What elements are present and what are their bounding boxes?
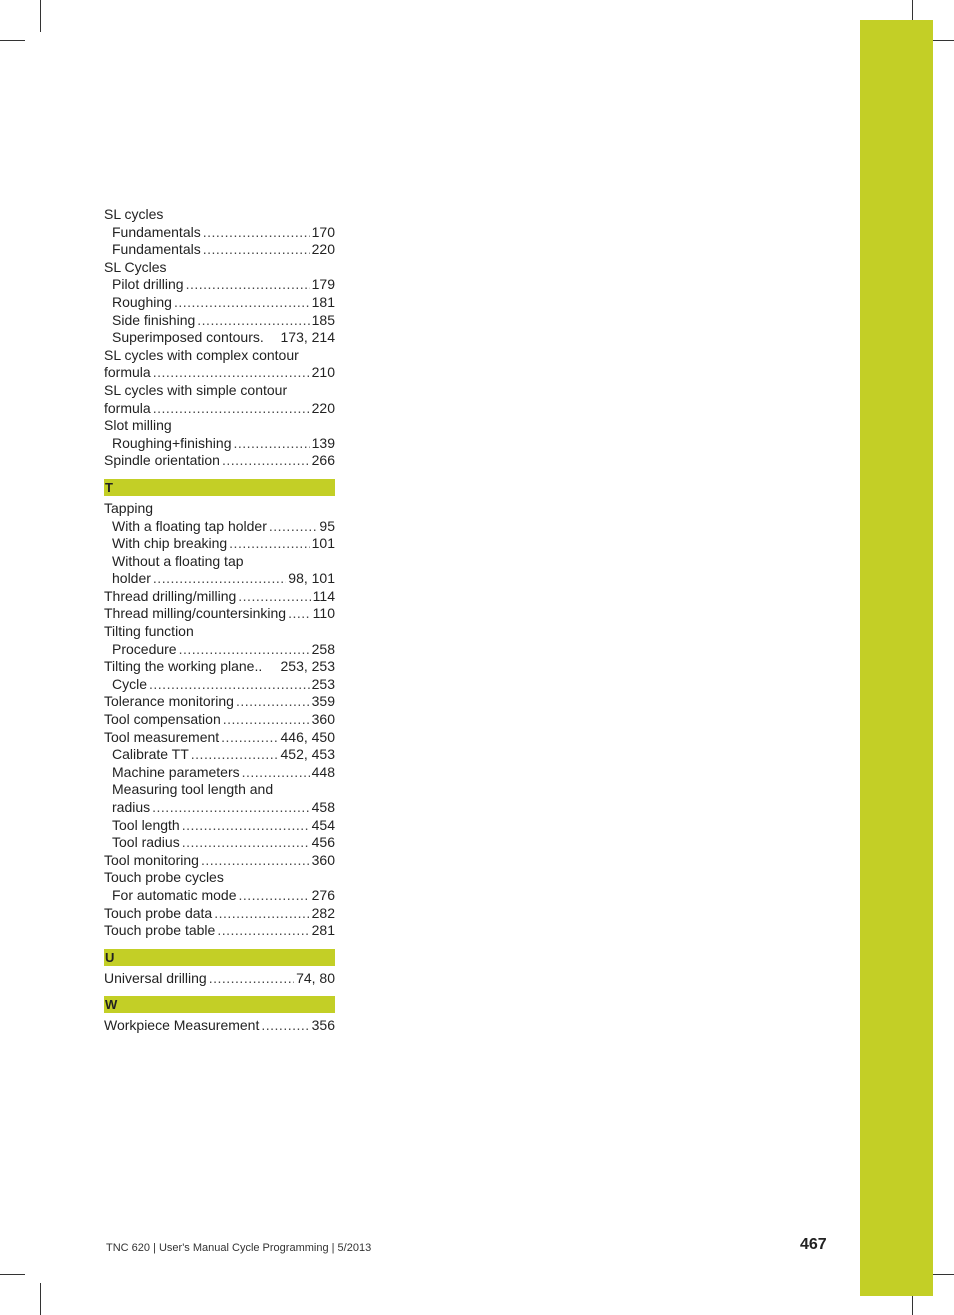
index-entry	[104, 364, 335, 382]
index-entry-page: 359	[311, 693, 335, 710]
index-entry-heading: Touch probe cycles	[104, 869, 224, 886]
index-entry	[104, 241, 335, 259]
dot-leader	[209, 970, 294, 988]
index-entry-label: Tool measurement	[104, 728, 220, 745]
index-entry-heading: Without a floating tap	[112, 552, 244, 569]
index-entry-page: 448	[311, 763, 335, 780]
crop-mark-bottom-right-vertical	[912, 1296, 913, 1315]
index-entry-label: Machine parameters	[112, 763, 240, 780]
index-entry-page: 170	[311, 223, 335, 240]
index-entry	[104, 452, 335, 470]
index-entry-page: 276	[311, 886, 335, 903]
dot-leader	[214, 905, 309, 923]
index-entry-page: 179	[311, 276, 335, 293]
index-entry-page: 356	[311, 1017, 335, 1034]
index-entry-label: Tilting the working plane..	[104, 658, 263, 675]
index-entry-label: With chip breaking	[112, 535, 228, 552]
index-entry	[104, 276, 335, 294]
index-entry-page: 266	[311, 452, 335, 469]
index-entry-heading: Tapping	[104, 499, 154, 516]
index-entry-label: Calibrate TT	[112, 746, 189, 763]
index-entry	[104, 746, 335, 764]
index-entry-label: Touch probe data	[104, 904, 213, 921]
index-entry-label: Roughing+finishing	[112, 434, 232, 451]
index-entry	[104, 588, 335, 606]
dot-leader	[269, 518, 318, 536]
dot-leader	[191, 746, 279, 764]
index-entry-page: 101	[311, 535, 335, 552]
index-entry	[104, 224, 335, 242]
index-entry-page: 74, 80	[296, 969, 335, 986]
dot-leader	[203, 241, 310, 259]
index-entry	[104, 641, 335, 659]
index-entry	[104, 922, 335, 940]
dot-leader	[288, 605, 311, 623]
index-entry	[104, 312, 335, 330]
index-entry-page: 253, 253	[280, 658, 335, 675]
dot-leader	[217, 922, 309, 940]
index-entry	[104, 799, 335, 817]
index-group-w	[104, 1017, 335, 1035]
dot-leader	[239, 887, 310, 905]
index-column	[104, 206, 335, 1035]
crop-mark-top-left-vertical	[40, 0, 41, 32]
index-entry-page: 220	[311, 241, 335, 258]
index-entry-page: 360	[311, 711, 335, 728]
index-entry-label: Tool monitoring	[104, 851, 199, 868]
index-entry-page: 173, 214	[280, 329, 335, 346]
index-entry-page: 98, 101	[288, 570, 335, 587]
index-entry-label: Universal drilling	[104, 969, 207, 986]
index-entry-page: 258	[311, 640, 335, 657]
dot-leader	[236, 693, 310, 711]
index-entry	[104, 605, 335, 623]
index-entry-heading: SL cycles with simple contour	[104, 381, 288, 398]
footer-text: TNC 620 | User's Manual Cycle Programming | 5/2013	[106, 1242, 372, 1254]
index-entry	[104, 435, 335, 453]
dot-leader	[233, 435, 309, 453]
index-entry	[104, 693, 335, 711]
index-group-u	[104, 970, 335, 988]
index-entry-label: Tool radius	[112, 834, 180, 851]
crop-mark-top-right-horizontal	[933, 40, 954, 41]
index-group-t	[104, 500, 335, 940]
index-entry-page: 95	[319, 517, 335, 534]
index-entry	[104, 676, 335, 694]
index-entry	[104, 400, 335, 418]
dot-leader	[153, 364, 310, 382]
index-entry-page: 185	[311, 311, 335, 328]
index-entry	[104, 970, 335, 988]
index-entry-page: 282	[311, 904, 335, 921]
index-entry	[104, 729, 335, 747]
dot-leader	[203, 224, 310, 242]
index-entry	[104, 535, 335, 553]
dot-leader	[186, 276, 310, 294]
dot-leader	[221, 729, 278, 747]
crop-mark-bottom-left-horizontal	[0, 1274, 25, 1275]
index-entry	[104, 1017, 335, 1035]
section-letter-w: W	[104, 996, 335, 1013]
index-entry	[104, 905, 335, 923]
index-entry	[104, 658, 335, 676]
index-entry-label: Workpiece Measurement	[104, 1017, 260, 1034]
index-entry-page: 114	[312, 587, 335, 604]
index-entry-page: 139	[311, 434, 335, 451]
crop-mark-bottom-right-horizontal	[933, 1274, 954, 1275]
index-entry-heading: Measuring tool length and	[112, 781, 274, 798]
dot-leader	[182, 817, 310, 835]
dot-leader	[179, 641, 310, 659]
index-entry-label: formula	[104, 364, 151, 381]
index-entry-heading: SL cycles	[104, 206, 164, 222]
index-entry-page: 452, 453	[280, 746, 335, 763]
dot-leader	[223, 711, 310, 729]
side-color-band	[860, 20, 933, 1296]
dot-leader	[174, 294, 310, 312]
index-entry	[104, 518, 335, 536]
index-entry	[104, 764, 335, 782]
index-entry-label: radius	[112, 799, 151, 815]
index-entry-page: 360	[311, 851, 335, 868]
index-entry-label: Pilot drilling	[112, 276, 184, 293]
index-entry-label: formula	[104, 399, 151, 416]
index-entry	[104, 817, 335, 835]
index-entry-page: 110	[312, 605, 335, 622]
index-entry	[104, 711, 335, 729]
section-letter-t: T	[104, 479, 335, 496]
index-entry	[104, 887, 335, 905]
index-entry-label: Superimposed contours.	[112, 329, 264, 346]
index-entry-label: With a floating tap holder	[112, 517, 267, 534]
index-entry-label: Spindle orientation	[104, 452, 220, 469]
index-entry-page: 458	[311, 799, 335, 815]
page-number: 467	[800, 1236, 827, 1253]
dot-leader	[153, 400, 310, 418]
crop-mark-bottom-left-vertical	[40, 1283, 41, 1315]
index-entry-page: 210	[311, 364, 335, 381]
dot-leader	[152, 799, 310, 817]
index-entry-label: For automatic mode	[112, 886, 237, 903]
index-entry-label: Tool length	[112, 816, 180, 833]
crop-mark-top-right-vertical	[912, 0, 913, 20]
dot-leader	[153, 570, 286, 588]
index-entry-label: Tolerance monitoring	[104, 693, 234, 710]
index-entry-label: Tool compensation	[104, 711, 221, 728]
dot-leader	[238, 588, 310, 606]
index-entry	[104, 570, 335, 588]
index-entry-label: holder	[112, 570, 151, 587]
index-entry-label: Cycle	[112, 675, 148, 692]
index-entry-heading: Slot milling	[104, 417, 172, 434]
index-entry-label: Procedure	[112, 640, 177, 657]
dot-leader	[242, 764, 310, 782]
index-entry-heading: Tilting function	[104, 623, 194, 640]
index-entry-page: 253	[311, 675, 335, 692]
index-entry	[104, 329, 335, 347]
dot-leader	[182, 834, 310, 852]
index-entry-page: 220	[311, 399, 335, 416]
index-entry-page: 454	[311, 816, 335, 833]
index-entry-page: 181	[311, 293, 335, 310]
index-entry-label: Roughing	[112, 293, 172, 310]
dot-leader	[222, 452, 310, 470]
index-entry-label: Fundamentals	[112, 223, 201, 240]
index-group-s	[104, 206, 335, 470]
index-entry-heading: SL cycles with complex contour	[104, 346, 299, 363]
index-entry-label: Thread drilling/milling	[104, 587, 237, 604]
dot-leader	[229, 535, 309, 553]
index-entry-page: 281	[311, 922, 335, 939]
index-entry-label: Touch probe table	[104, 922, 216, 939]
index-entry	[104, 852, 335, 870]
section-letter-u: U	[104, 949, 335, 966]
index-entry-label: Fundamentals	[112, 241, 201, 258]
dot-leader	[197, 312, 309, 330]
index-entry-page: 456	[311, 834, 335, 851]
dot-leader	[261, 1017, 309, 1035]
dot-leader	[149, 676, 310, 694]
index-entry-page: 446, 450	[280, 728, 335, 745]
index-entry-label: Side finishing	[112, 311, 196, 328]
index-entry	[104, 294, 335, 312]
crop-mark-top-left-horizontal	[0, 40, 25, 41]
index-entry	[104, 834, 335, 852]
index-entry-label: Thread milling/countersinking	[104, 605, 287, 622]
dot-leader	[201, 852, 310, 870]
index-entry-heading: SL Cycles	[104, 258, 167, 275]
